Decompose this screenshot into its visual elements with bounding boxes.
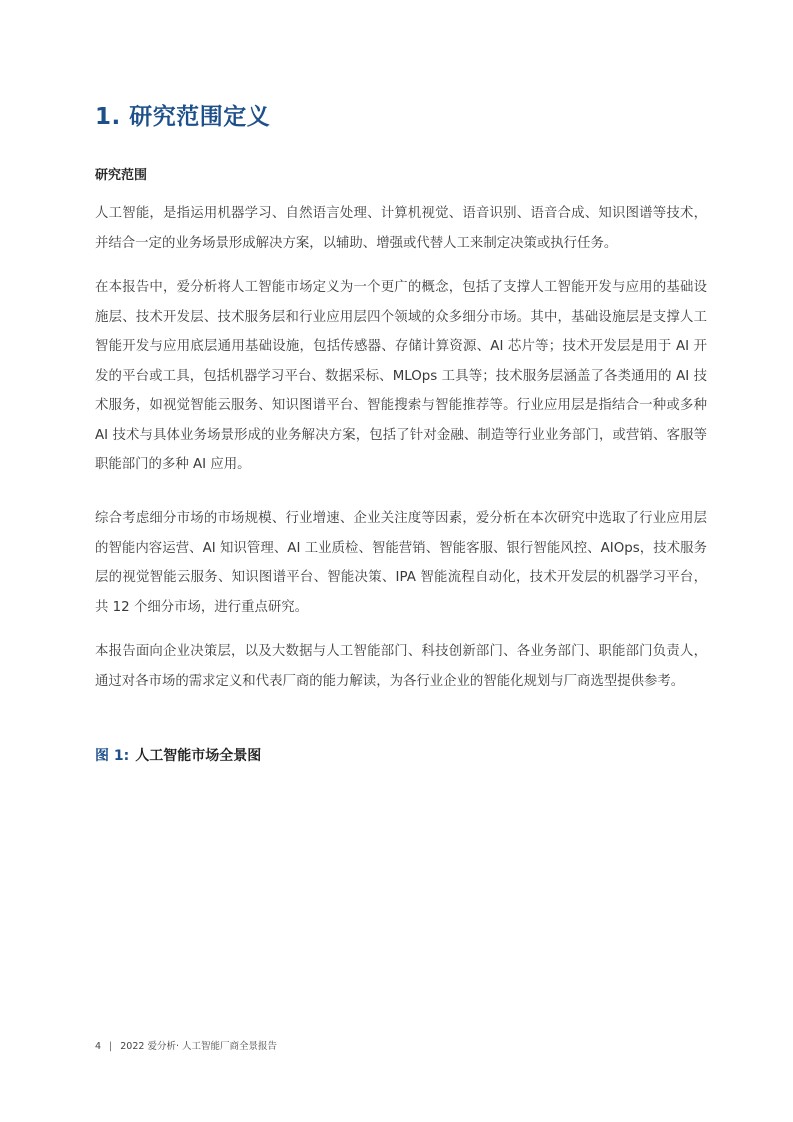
- paragraph-target-audience: 本报告面向企业决策层，以及大数据与人工智能部门、科技创新部门、各业务部门、职能部门负责人，通过对各市场的需求定义和代表厂商的能力解读，为各行业企业的智能化规划与厂商选型提供参考。: [95, 644, 707, 689]
- footer-report-title: 2022 爱分析· 人工智能厂商全景报告: [120, 1041, 277, 1052]
- figure-title: 人工智能市场全景图: [135, 748, 262, 764]
- page-number: 4: [95, 1041, 102, 1052]
- figure-caption: [95, 745, 261, 765]
- subsection-heading: 研究范围: [95, 168, 148, 183]
- figure-label: 图 1:: [95, 748, 130, 764]
- section-title: 1. 研究范围定义: [95, 104, 271, 130]
- footer-separator: |: [109, 1041, 113, 1052]
- page-footer: [95, 1038, 277, 1052]
- paragraph-market-definition: 在本报告中，爱分析将人工智能市场定义为一个更广的概念，包括了支撑人工智能开发与应用的基础设施层、技术开发层、技术服务层和行业应用层四个领域的众多细分市场。其中，基础设施层是支撑人工智能开发与应用底层通用基础设施，包括传感器、存储计算资源、AI 芯片等；技术开发层是用于 AI 开发的平台或工具，包括机器学习平台、数据采标、MLOps 工具等；技术服务层涵盖了各类通用的 AI 技术服务，如视觉智能云服务、知识图谱平台、智能搜索与智能推荐等。行业应用层是指结合一种或多种 AI 技术与具体业务场景形成的业务解决方案，包括了针对金融、制造等行业业务部门，或营销、客服等职能部门的多种 AI 应用。: [95, 280, 707, 472]
- paragraph-ai-definition: 人工智能，是指运用机器学习、自然语言处理、计算机视觉、语音识别、语音合成、知识图谱等技术，并结合一定的业务场景形成解决方案，以辅助、增强或代替人工来制定决策或执行任务。: [95, 206, 707, 251]
- paragraph-selected-markets: 综合考虑细分市场的市场规模、行业增速、企业关注度等因素，爱分析在本次研究中选取了行业应用层的智能内容运营、AI 知识管理、AI 工业质检、智能营销、智能客服、银行智能风控、AIOps，技术服务层的视觉智能云服务、知识图谱平台、智能决策、IPA 智能流程自动化，技术开发层的机器学习平台，共 12 个细分市场，进行重点研究。: [95, 511, 707, 615]
